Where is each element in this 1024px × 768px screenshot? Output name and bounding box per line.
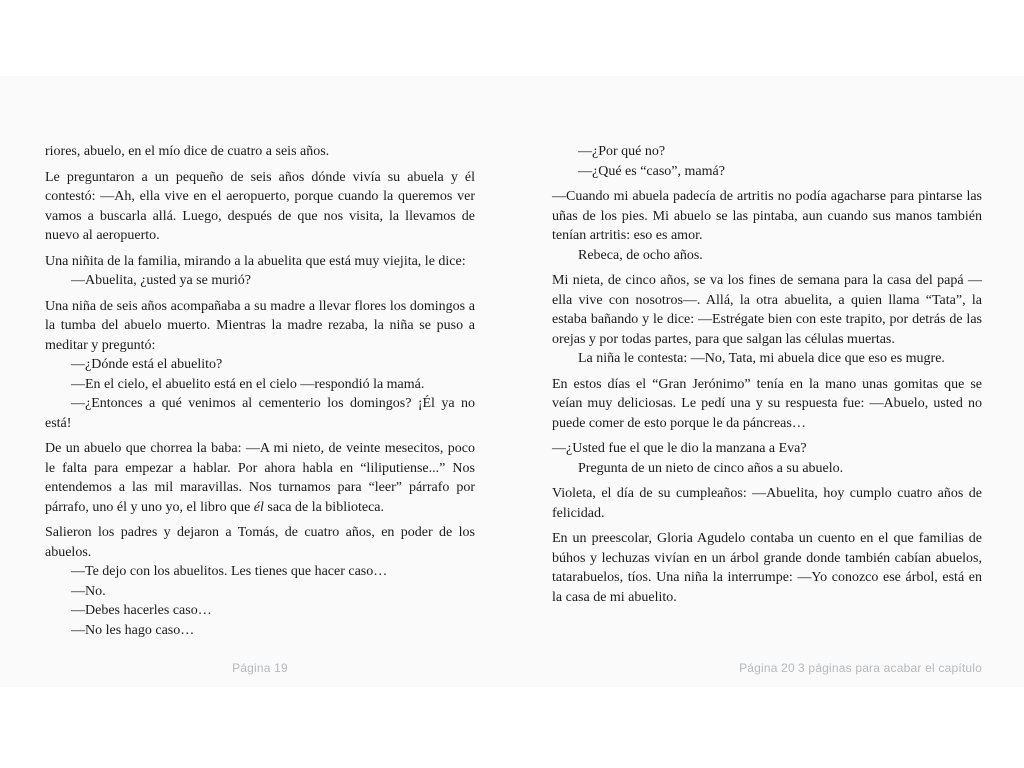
- text-line: —No les hago caso…: [71, 622, 195, 638]
- text-line: De un abuelo que chorrea la baba: —A mi nieto, de veinte mesecitos, poco le falta para empezar a hablar. Por ahora habla en “liliputiense...” Nos entendemos a las mil maravillas. Nos turnamos para “leer” párrafo por párrafo, uno él y uno yo, el libro que él saca de la biblioteca.: [45, 441, 475, 515]
- text-line: —No.: [71, 583, 106, 599]
- left-page[interactable]: [45, 142, 475, 646]
- text-line: Violeta, el día de su cumpleaños: —Abuelita, hoy cumplo cuatro años de felicidad.: [552, 486, 982, 521]
- text-line: Rebeca, de ocho años.: [578, 247, 703, 263]
- paragraph: [45, 168, 475, 246]
- text-line: Mi nieta, de cinco años, se va los fines de semana para la casa del papá —ella vive con nosotros—. Allá, la otra abuelita, a quien llama “Tata”, la estaba bañando y le dice: —Estrégate bien con este trapito, por detrás de las orejas y por todas partes, para que salgan las células muertas.: [552, 273, 982, 347]
- text-line: —Cuando mi abuela padecía de artritis no podía agacharse para pintarse las uñas de los pies. Mi abuelo se las pintaba, aun cuando sus manos también tenían artritis: eso es amor.: [552, 189, 982, 243]
- paragraph: [552, 142, 982, 181]
- paragraph: [45, 297, 475, 434]
- text-line: Una niña de seis años acompañaba a su madre a llevar flores los domingos a la tumba del abuelo muerto. Mientras la madre rezaba, la niña se puso a meditar y preguntó:: [45, 298, 475, 353]
- text-line: —¿Por qué no?: [578, 144, 666, 159]
- text-line: —En el cielo, el abuelito está en el cielo —respondió la mamá.: [71, 376, 425, 392]
- text-line: —¿Qué es “caso”, mamá?: [578, 163, 725, 179]
- right-page[interactable]: [552, 142, 982, 613]
- paragraph: [552, 484, 982, 523]
- text-line: —¿Dónde está el abuelito?: [71, 357, 223, 372]
- text-line: Salieron los padres y dejaron a Tomás, de cuatro años, en poder de los abuelos.: [45, 525, 475, 560]
- text-line: Una niñita de la familia, mirando a la abuelita que está muy viejita, le dice:: [45, 253, 466, 269]
- paragraph: [45, 439, 475, 517]
- paragraph: [552, 439, 982, 478]
- paragraph: [552, 529, 982, 607]
- paragraph: [552, 271, 982, 369]
- paragraph: [552, 187, 982, 265]
- text-line: —Abuelita, ¿usted ya se murió?: [71, 273, 252, 288]
- text-line: riores, abuelo, en el mío dice de cuatro a seis años.: [45, 144, 330, 159]
- text-line: —¿Usted fue el que le dio la manzana a Eva?: [552, 441, 807, 456]
- chapter-progress: 3 páginas para acabar el capítulo: [797, 661, 982, 675]
- text-line: —¿Entonces a qué venimos al cementerio los domingos? ¡Él ya no está!: [45, 396, 475, 431]
- right-page-text: [552, 142, 982, 607]
- text-line: La niña le contesta: —No, Tata, mi abuela dice que eso es mugre.: [578, 351, 945, 366]
- text-line: En un preescolar, Gloria Agudelo contaba un cuento en el que familias de búhos y lechuzas vivían en un árbol grande donde también cabían abuelos, tatarabuelos, tíos. Una niña la interrumpe: —Yo conozco ese árbol, está en la casa de mi abuelito.: [552, 531, 982, 605]
- left-page-number: Página 19: [232, 661, 288, 675]
- paragraph: [45, 252, 475, 291]
- text-line: Pregunta de un nieto de cinco años a su abuelo.: [578, 460, 844, 476]
- paragraph: [552, 375, 982, 434]
- right-page-number: Página 20: [739, 661, 795, 675]
- text-line: —Debes hacerles caso…: [71, 603, 212, 618]
- paragraph: [45, 142, 475, 162]
- left-page-text: [45, 142, 475, 640]
- text-line: —Te dejo con los abuelitos. Les tienes que hacer caso…: [71, 564, 388, 579]
- paragraph: [45, 523, 475, 640]
- text-line: En estos días el “Gran Jerónimo” tenía en la mano unas gomitas que se veían muy deliciosas. Le pedí una y su respuesta fue: —Abuelo, usted no puede comer de esto porque le da páncreas…: [552, 376, 982, 431]
- text-line: Le preguntaron a un pequeño de seis años dónde vivía su abuela y él contestó: —Ah, ella vive en el aeropuerto, porque cuando la queremos ver vamos a buscarla allá. Luego, después de que nos visita, la llevamos de nuevo al aeropuerto.: [45, 169, 475, 243]
